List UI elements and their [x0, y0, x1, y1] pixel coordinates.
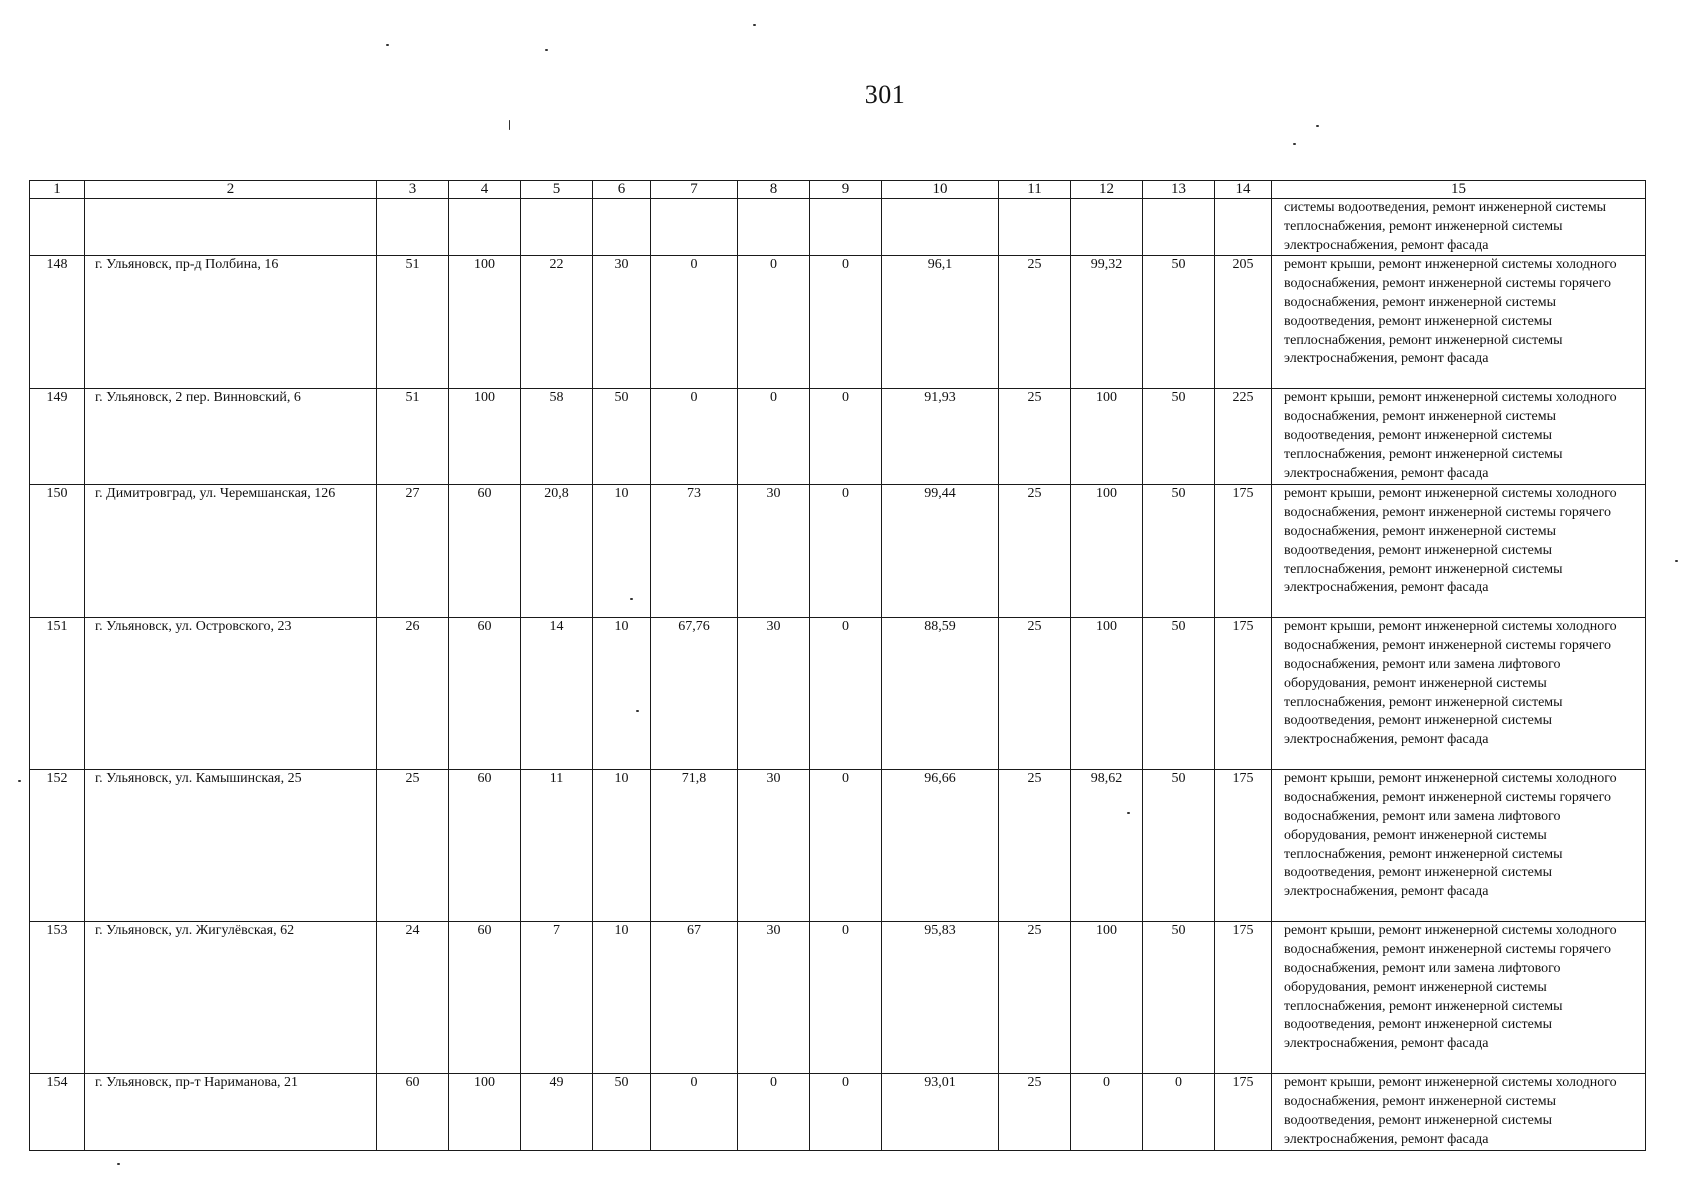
value-cell-col-6: 10: [593, 618, 651, 770]
scan-speck: [18, 780, 21, 782]
row-number-cell: 149: [30, 389, 85, 485]
table-row: [30, 1074, 1646, 1150]
address-cell: г. Ульяновск, ул. Камышинская, 25: [85, 770, 377, 922]
value-cell-col-11: 25: [999, 389, 1071, 485]
value-cell-col-9: 0: [810, 485, 882, 618]
address-cell: г. Ульяновск, ул. Островского, 23: [85, 618, 377, 770]
value-cell-col-7: 71,8: [651, 770, 738, 922]
value-cell-col-12: 98,62: [1071, 770, 1143, 922]
value-cell-col-6: 50: [593, 1074, 651, 1150]
value-cell-col-5: 14: [521, 618, 593, 770]
value-cell-col-10: 96,1: [882, 256, 999, 389]
value-cell-col-12: 100: [1071, 922, 1143, 1074]
column-number-cell: 15: [1272, 181, 1646, 199]
scan-speck: [117, 1163, 120, 1165]
row-number-cell: 152: [30, 770, 85, 922]
page-number: 301: [864, 80, 906, 109]
value-cell-col-9: 0: [810, 770, 882, 922]
value-cell-col-9: 0: [810, 256, 882, 389]
value-cell-col-8: 0: [738, 256, 810, 389]
scan-speck: [1293, 143, 1296, 145]
value-cell-col-14: 205: [1215, 256, 1272, 389]
value-cell-col-11: 25: [999, 922, 1071, 1074]
value-cell-col-13: 50: [1143, 389, 1215, 485]
value-cell-col-3: 51: [377, 389, 449, 485]
scan-speck: [1316, 125, 1319, 127]
repair-works-cell: ремонт крыши, ремонт инженерной системы холодного водоснабжения, ремонт инженерной системы горячего водоснабжения, ремонт инженерной системы водоотведения, ремонт инженерной системы теплоснабжения, ремонт инженерной системы электроснабжения, ремонт фасада: [1272, 256, 1646, 389]
value-cell-col-11: 25: [999, 770, 1071, 922]
value-cell-col-5: 7: [521, 922, 593, 1074]
column-number-cell: 8: [738, 181, 810, 199]
row-number-cell: 150: [30, 485, 85, 618]
scan-speck: [1675, 560, 1678, 562]
column-number-cell: 7: [651, 181, 738, 199]
value-cell-col-8: 30: [738, 770, 810, 922]
value-cell-col-10: [882, 199, 999, 256]
value-cell-col-3: 60: [377, 1074, 449, 1150]
row-number-cell: [30, 199, 85, 256]
value-cell-col-4: 60: [449, 922, 521, 1074]
value-cell-col-14: 175: [1215, 618, 1272, 770]
column-number-cell: 4: [449, 181, 521, 199]
continuation-row: [30, 199, 1646, 256]
value-cell-col-13: [1143, 199, 1215, 256]
value-cell-col-7: 73: [651, 485, 738, 618]
column-number-cell: 3: [377, 181, 449, 199]
column-number-cell: 2: [85, 181, 377, 199]
scan-speck: [1127, 812, 1130, 814]
scan-speck: [636, 710, 639, 712]
value-cell-col-14: 175: [1215, 1074, 1272, 1150]
value-cell-col-10: 96,66: [882, 770, 999, 922]
repair-works-cell: ремонт крыши, ремонт инженерной системы холодного водоснабжения, ремонт инженерной системы водоотведения, ремонт инженерной системы электроснабжения, ремонт фасада: [1272, 1074, 1646, 1150]
column-number-cell: 12: [1071, 181, 1143, 199]
repair-works-cell: ремонт крыши, ремонт инженерной системы холодного водоснабжения, ремонт инженерной системы горячего водоснабжения, ремонт или замена лифтового оборудования, ремонт инженерной системы теплоснабжения, ремонт инженерной системы водоотведения, ремонт инженерной системы электроснабжения, ремонт фасада: [1272, 618, 1646, 770]
value-cell-col-14: 175: [1215, 485, 1272, 618]
scan-speck: [386, 44, 389, 46]
value-cell-col-13: 50: [1143, 256, 1215, 389]
value-cell-col-4: 100: [449, 1074, 521, 1150]
table-row: [30, 256, 1646, 389]
row-number-cell: 151: [30, 618, 85, 770]
address-cell: г. Ульяновск, 2 пер. Винновский, 6: [85, 389, 377, 485]
value-cell-col-13: 50: [1143, 618, 1215, 770]
value-cell-col-13: 50: [1143, 770, 1215, 922]
value-cell-col-12: 100: [1071, 618, 1143, 770]
value-cell-col-12: [1071, 199, 1143, 256]
value-cell-col-5: 20,8: [521, 485, 593, 618]
value-cell-col-6: [593, 199, 651, 256]
value-cell-col-14: 175: [1215, 922, 1272, 1074]
value-cell-col-6: 30: [593, 256, 651, 389]
table-row: [30, 618, 1646, 770]
value-cell-col-4: 100: [449, 389, 521, 485]
value-cell-col-3: 26: [377, 618, 449, 770]
value-cell-col-6: 50: [593, 389, 651, 485]
value-cell-col-5: 22: [521, 256, 593, 389]
value-cell-col-14: 225: [1215, 389, 1272, 485]
value-cell-col-4: 60: [449, 770, 521, 922]
repair-works-cell: ремонт крыши, ремонт инженерной системы холодного водоснабжения, ремонт инженерной системы горячего водоснабжения, ремонт или замена лифтового оборудования, ремонт инженерной системы теплоснабжения, ремонт инженерной системы водоотведения, ремонт инженерной системы электроснабжения, ремонт фасада: [1272, 770, 1646, 922]
column-number-cell: 13: [1143, 181, 1215, 199]
value-cell-col-12: 0: [1071, 1074, 1143, 1150]
value-cell-col-3: [377, 199, 449, 256]
value-cell-col-10: 88,59: [882, 618, 999, 770]
value-cell-col-13: 50: [1143, 485, 1215, 618]
value-cell-col-11: 25: [999, 485, 1071, 618]
table-row: [30, 770, 1646, 922]
value-cell-col-6: 10: [593, 485, 651, 618]
value-cell-col-7: [651, 199, 738, 256]
value-cell-col-4: 60: [449, 485, 521, 618]
value-cell-col-5: 11: [521, 770, 593, 922]
value-cell-col-3: 27: [377, 485, 449, 618]
row-number-cell: 153: [30, 922, 85, 1074]
column-number-cell: 6: [593, 181, 651, 199]
value-cell-col-14: 175: [1215, 770, 1272, 922]
value-cell-col-8: 30: [738, 618, 810, 770]
value-cell-col-7: 0: [651, 1074, 738, 1150]
table-row: [30, 922, 1646, 1074]
column-number-cell: 11: [999, 181, 1071, 199]
column-number-cell: 1: [30, 181, 85, 199]
table-row: [30, 485, 1646, 618]
value-cell-col-14: [1215, 199, 1272, 256]
value-cell-col-10: 93,01: [882, 1074, 999, 1150]
value-cell-col-11: [999, 199, 1071, 256]
scan-speck: [630, 598, 633, 600]
value-cell-col-8: 0: [738, 389, 810, 485]
value-cell-col-10: 99,44: [882, 485, 999, 618]
column-number-cell: 9: [810, 181, 882, 199]
value-cell-col-5: 49: [521, 1074, 593, 1150]
value-cell-col-4: [449, 199, 521, 256]
value-cell-col-12: 100: [1071, 389, 1143, 485]
value-cell-col-3: 25: [377, 770, 449, 922]
address-cell: г. Ульяновск, пр-д Полбина, 16: [85, 256, 377, 389]
value-cell-col-6: 10: [593, 922, 651, 1074]
value-cell-col-5: 58: [521, 389, 593, 485]
value-cell-col-5: [521, 199, 593, 256]
value-cell-col-9: 0: [810, 389, 882, 485]
value-cell-col-7: 67,76: [651, 618, 738, 770]
table-body: [30, 181, 1646, 1151]
column-number-cell: 5: [521, 181, 593, 199]
value-cell-col-7: 67: [651, 922, 738, 1074]
value-cell-col-7: 0: [651, 389, 738, 485]
value-cell-col-8: 30: [738, 922, 810, 1074]
table-row: [30, 389, 1646, 485]
value-cell-col-4: 60: [449, 618, 521, 770]
value-cell-col-8: [738, 199, 810, 256]
column-number-cell: 10: [882, 181, 999, 199]
address-cell: [85, 199, 377, 256]
value-cell-col-9: 0: [810, 1074, 882, 1150]
repair-schedule-table: [29, 180, 1646, 1151]
value-cell-col-9: 0: [810, 618, 882, 770]
row-number-cell: 148: [30, 256, 85, 389]
value-cell-col-3: 51: [377, 256, 449, 389]
row-number-cell: 154: [30, 1074, 85, 1150]
repair-works-cell: ремонт крыши, ремонт инженерной системы холодного водоснабжения, ремонт инженерной системы горячего водоснабжения, ремонт или замена лифтового оборудования, ремонт инженерной системы теплоснабжения, ремонт инженерной системы водоотведения, ремонт инженерной системы электроснабжения, ремонт фасада: [1272, 922, 1646, 1074]
value-cell-col-6: 10: [593, 770, 651, 922]
value-cell-col-9: [810, 199, 882, 256]
repair-works-cell: системы водоотведения, ремонт инженерной системы теплоснабжения, ремонт инженерной системы электроснабжения, ремонт фасада: [1272, 199, 1646, 256]
address-cell: г. Ульяновск, ул. Жигулёвская, 62: [85, 922, 377, 1074]
column-number-row: [30, 181, 1646, 199]
value-cell-col-8: 0: [738, 1074, 810, 1150]
document-sheet: [29, 180, 1645, 1151]
value-cell-col-13: 0: [1143, 1074, 1215, 1150]
value-cell-col-7: 0: [651, 256, 738, 389]
column-number-cell: 14: [1215, 181, 1272, 199]
value-cell-col-11: 25: [999, 1074, 1071, 1150]
value-cell-col-11: 25: [999, 256, 1071, 389]
scan-speck: [753, 24, 756, 26]
value-cell-col-10: 95,83: [882, 922, 999, 1074]
value-cell-col-10: 91,93: [882, 389, 999, 485]
value-cell-col-11: 25: [999, 618, 1071, 770]
value-cell-col-3: 24: [377, 922, 449, 1074]
scan-speck: [545, 49, 548, 51]
value-cell-col-13: 50: [1143, 922, 1215, 1074]
address-cell: г. Ульяновск, пр-т Нариманова, 21: [85, 1074, 377, 1150]
value-cell-col-12: 100: [1071, 485, 1143, 618]
address-cell: г. Димитровград, ул. Черемшанская, 126: [85, 485, 377, 618]
repair-works-cell: ремонт крыши, ремонт инженерной системы холодного водоснабжения, ремонт инженерной системы горячего водоснабжения, ремонт инженерной системы водоотведения, ремонт инженерной системы теплоснабжения, ремонт инженерной системы электроснабжения, ремонт фасада: [1272, 485, 1646, 618]
value-cell-col-4: 100: [449, 256, 521, 389]
value-cell-col-12: 99,32: [1071, 256, 1143, 389]
value-cell-col-9: 0: [810, 922, 882, 1074]
value-cell-col-8: 30: [738, 485, 810, 618]
scan-speck: [509, 120, 510, 130]
repair-works-cell: ремонт крыши, ремонт инженерной системы холодного водоснабжения, ремонт инженерной системы водоотведения, ремонт инженерной системы теплоснабжения, ремонт инженерной системы электроснабжения, ремонт фасада: [1272, 389, 1646, 485]
